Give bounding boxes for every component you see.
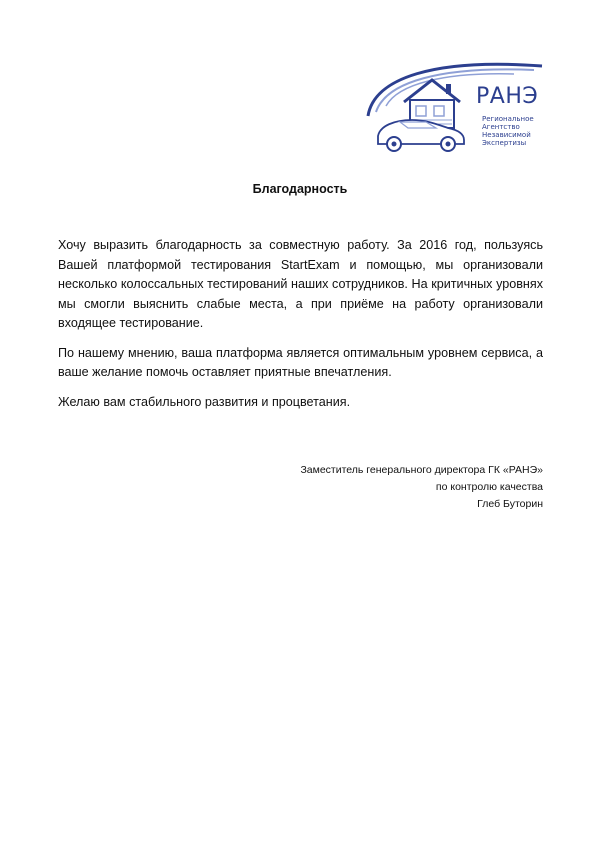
paragraph: Хочу выразить благодарность за совместную работу. За 2016 год, пользуясь Вашей платформой тестирования StartExam и помощью, мы организовали несколько колоссальных тестирований наших сотрудников. На критичных уровнях мы смогли выяснить слабые места, а при приёме на работу организовали входящее тестирование. xyxy=(58,238,543,330)
signature-name: Глеб Буторин xyxy=(477,498,543,510)
letter-body xyxy=(58,236,543,422)
logo-subtitle-line: Независимой xyxy=(482,131,531,139)
logo-subtitle-line: Агентство xyxy=(482,123,520,131)
logo-subtitle-line: Экспертизы xyxy=(482,139,527,147)
logo-name: РАНЭ xyxy=(476,84,539,109)
logo-subtitle xyxy=(482,115,534,147)
paragraph: Желаю вам стабильного развития и процветания. xyxy=(58,394,351,409)
signature-block xyxy=(300,462,543,513)
company-logo xyxy=(364,56,564,156)
signature-position: Заместитель генерального директора ГК «РАНЭ» xyxy=(300,464,543,476)
signature-department: по контролю качества xyxy=(435,481,543,493)
letter-title: Благодарность xyxy=(252,182,348,196)
paragraph: По нашему мнению, ваша платформа является оптимальным уровнем сервиса, а ваше желание помочь оставляет приятные впечатления. xyxy=(58,345,543,379)
logo-subtitle-line: Региональное xyxy=(482,115,534,123)
